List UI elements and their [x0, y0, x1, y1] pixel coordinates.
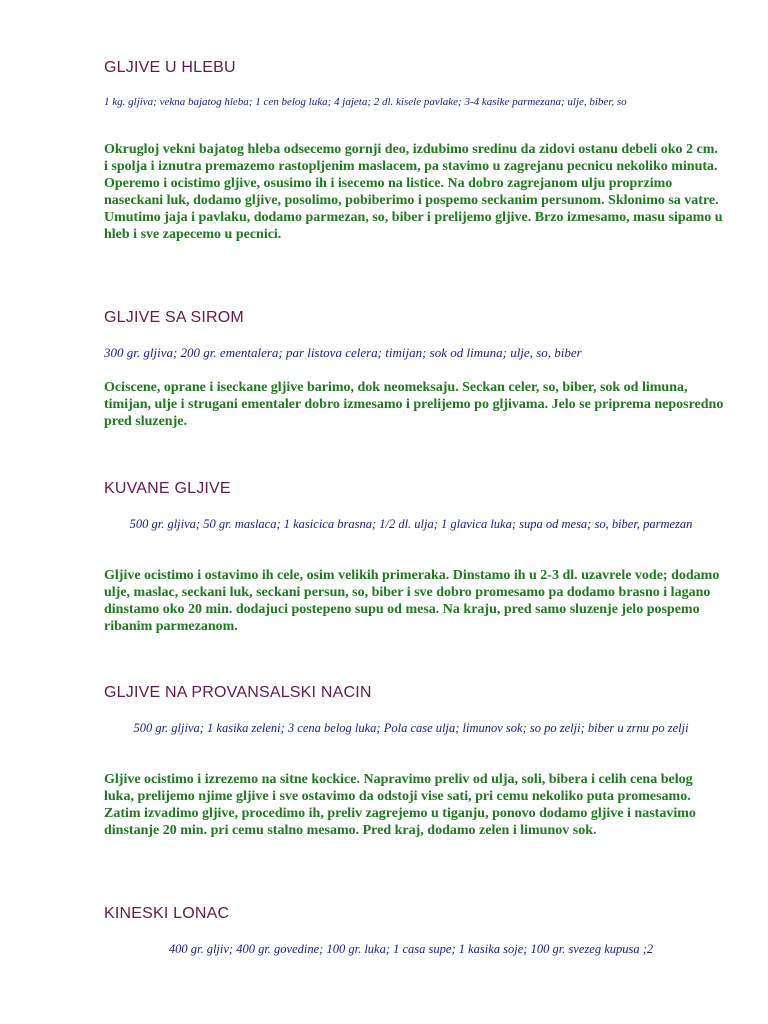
- recipe-ingredients: 500 gr. gljiva; 50 gr. maslaca; 1 kasicica brasna; 1/2 dl. ulja; 1 glavica luka; supa od mesa; so, biber, parmezan: [129, 517, 693, 531]
- recipe-method: Gljive ocistimo i izrezemo na sitne kockice. Napravimo preliv od ulja, soli, bibera i celih cena belog luka, prelijemo njime gljive i sve ostavimo da odstoji vise sati, pri cemu nekoliko puta promesamo. Zatim izvadimo gljive, procedimo ih, preliv zagrejemo u tiganju, ponovo dodamo gljive i nastavimo dinstanje 20 min. pri cemu stalno mesamo. Pred kraj, dodamo zelen i limunov sok.: [104, 772, 696, 838]
- recipe-ingredients: 500 gr. gljiva; 1 kasika zeleni; 3 cena belog luka; Pola case ulja; limunov sok; so po zelji; biber u zrnu po zelji: [133, 721, 689, 735]
- recipe-ingredients: 300 gr. gljiva; 200 gr. ementalera; par listova celera; timijan; sok od limuna; ulje, so, biber: [104, 345, 582, 360]
- recipe-ingredients: 1 kg. gljiva; vekna bajatog hleba; 1 cen belog luka; 4 jajeta; 2 dl. kisele pavlake; 3-4 kasike parmezana; ulje, biber, so: [104, 96, 627, 108]
- recipe-method: Ociscene, oprane i iseckane gljive barimo, dok neomeksaju. Seckan celer, so, biber, sok od limuna, timijan, ulje i strugani ementaler dobro izmesamo i prelijemo po gljivama. Jelo se priprema neposredno pred sluzenje.: [104, 380, 724, 429]
- recipe-title: KINESKI LONAC: [104, 905, 230, 922]
- recipe-method: Gljive ocistimo i ostavimo ih cele, osim velikih primeraka. Dinstamo ih u 2-3 dl. uzavrele vode; dodamo ulje, maslac, seckani luk, seckani persun, so, biber i sve dobro promesamo pa dodamo brasno i lagano dinstamo oko 20 min. dodajuci postepeno supu od mesa. Na kraju, pred samo sluzenje jelo pospemo ribanim parmezanom.: [104, 568, 720, 634]
- recipe-title: KUVANE GLJIVE: [104, 480, 231, 497]
- recipe-title: GLJIVE U HLEBU: [104, 59, 236, 76]
- recipe-method: Okrugloj vekni bajatog hleba odsecemo gornji deo, izdubimo sredinu da zidovi ostanu debeli oko 2 cm. i spolja i iznutra premazemo rastopljenim maslacem, pa stavimo u zagrejanu pecnicu nekoliko minuta. Operemo i ocistimo gljive, osusimo ih i isecemo na listice. Na dobro zagrejanom ulju proprzimo naseckani luk, dodamo gljive, posolimo, pobiberimo i pospemo seckanim persunom. Sklonimo sa vatre. Umutimo jaja i pavlaku, dodamo parmezan, so, biber i prelijemo gljive. Brzo izmesamo, masu sipamo u hleb i sve zapecemo u pecnici.: [104, 142, 723, 242]
- recipe-ingredients: 400 gr. gljiv; 400 gr. govedine; 100 gr. luka; 1 casa supe; 1 kasika soje; 100 gr. svezeg kupusa ;2: [168, 942, 654, 956]
- recipe-title: GLJIVE NA PROVANSALSKI NACIN: [104, 684, 372, 701]
- recipe-title: GLJIVE SA SIROM: [104, 309, 244, 326]
